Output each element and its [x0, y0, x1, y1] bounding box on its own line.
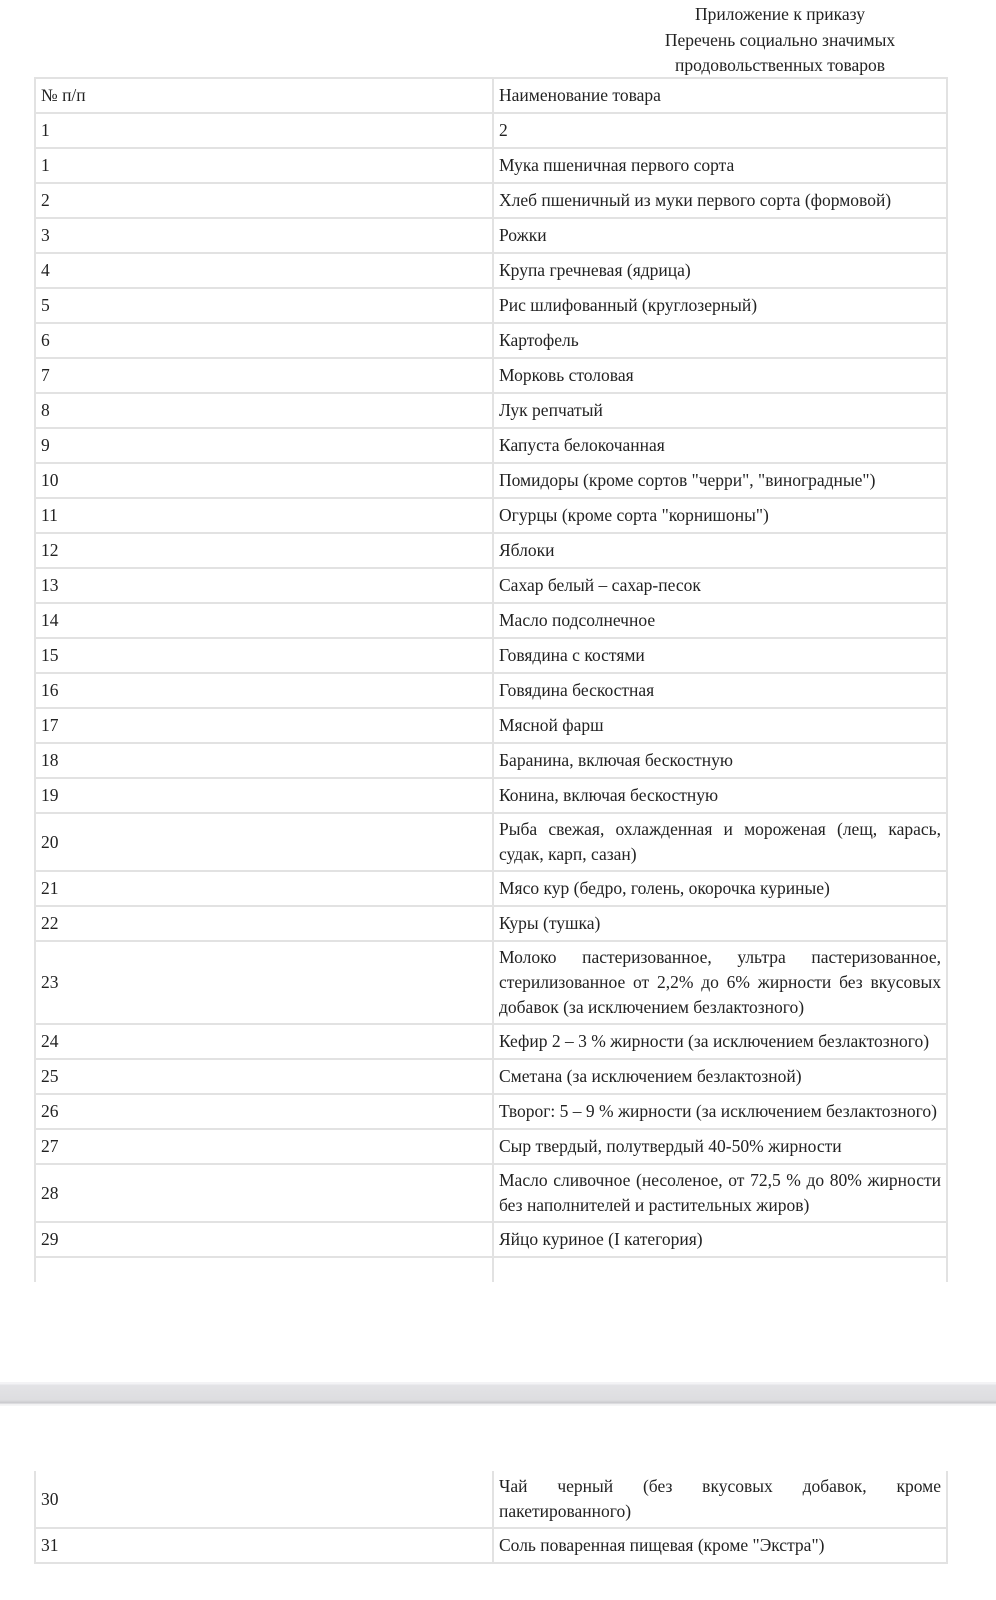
row-number: 15 [35, 638, 493, 673]
table-row [35, 708, 947, 743]
product-name: Масло сливочное (несоленое, от 72,5 % до 80% жирности без наполнителей и растительных жиров) [493, 1164, 947, 1222]
product-name: Сметана (за исключением безлактозной) [493, 1059, 947, 1094]
row-number: 18 [35, 743, 493, 778]
empty-cell [493, 1257, 947, 1282]
table-row [35, 813, 947, 871]
empty-cell [35, 1257, 493, 1282]
row-number: 17 [35, 708, 493, 743]
product-name: Лук репчатый [493, 393, 947, 428]
table-row [35, 253, 947, 288]
products-table-continued [34, 1471, 948, 1564]
table-row [35, 1528, 947, 1563]
row-number: 9 [35, 428, 493, 463]
products-table [34, 77, 948, 1282]
table-row [35, 498, 947, 533]
product-name: Творог: 5 – 9 % жирности (за исключением безлактозного) [493, 1094, 947, 1129]
table-row [35, 603, 947, 638]
row-number: 13 [35, 568, 493, 603]
row-number: 16 [35, 673, 493, 708]
product-name: Огурцы (кроме сорта "корнишоны") [493, 498, 947, 533]
table-row [35, 148, 947, 183]
table-row [35, 638, 947, 673]
product-name: Яблоки [493, 533, 947, 568]
product-name: Мука пшеничная первого сорта [493, 148, 947, 183]
row-number: 29 [35, 1222, 493, 1257]
product-name: Сахар белый – сахар-песок [493, 568, 947, 603]
table-row [35, 218, 947, 253]
product-name: Кефир 2 – 3 % жирности (за исключением безлактозного) [493, 1024, 947, 1059]
document-heading [600, 2, 960, 79]
table-row [35, 1222, 947, 1257]
row-number: 6 [35, 323, 493, 358]
table-row [35, 778, 947, 813]
column-numbering-row [35, 113, 947, 148]
table-row [35, 323, 947, 358]
table-row [35, 1024, 947, 1059]
row-number: 14 [35, 603, 493, 638]
product-name: Куры (тушка) [493, 906, 947, 941]
product-name: Масло подсолнечное [493, 603, 947, 638]
product-name: Чай черный (без вкусовых добавок, кроме пакетированного) [493, 1471, 947, 1528]
table-row [35, 393, 947, 428]
product-name: Соль поваренная пищевая (кроме "Экстра") [493, 1528, 947, 1563]
row-number: 31 [35, 1528, 493, 1563]
column-number-1: 1 [35, 113, 493, 148]
table-row [35, 1059, 947, 1094]
row-number: 7 [35, 358, 493, 393]
heading-line-3: продовольственных товаров [674, 55, 886, 75]
row-number: 26 [35, 1094, 493, 1129]
row-number: 8 [35, 393, 493, 428]
table-row [35, 568, 947, 603]
product-name: Помидоры (кроме сортов "черри", "виноградные") [493, 463, 947, 498]
row-number: 5 [35, 288, 493, 323]
heading-line-1: Приложение к приказу [695, 4, 865, 24]
row-number: 30 [35, 1471, 493, 1528]
row-number: 27 [35, 1129, 493, 1164]
empty-row [35, 1257, 947, 1282]
table-row [35, 1471, 947, 1528]
product-name: Говядина с костями [493, 638, 947, 673]
table-header-row [35, 78, 947, 113]
table-row [35, 1164, 947, 1222]
product-name: Мясо кур (бедро, голень, окорочка куриные) [493, 871, 947, 906]
row-number: 4 [35, 253, 493, 288]
product-name: Баранина, включая бескостную [493, 743, 947, 778]
row-number: 25 [35, 1059, 493, 1094]
row-number: 22 [35, 906, 493, 941]
table-row [35, 1129, 947, 1164]
row-number: 3 [35, 218, 493, 253]
product-name: Крупа гречневая (ядрица) [493, 253, 947, 288]
table-row [35, 183, 947, 218]
header-name: Наименование товара [493, 78, 947, 113]
product-name: Рожки [493, 218, 947, 253]
row-number: 24 [35, 1024, 493, 1059]
table-row [35, 941, 947, 1024]
table-row [35, 1094, 947, 1129]
product-name: Рыба свежая, охлажденная и мороженая (лещ, карась, судак, карп, сазан) [493, 813, 947, 871]
header-number: № п/п [35, 78, 493, 113]
product-name: Капуста белокочанная [493, 428, 947, 463]
product-name: Морковь столовая [493, 358, 947, 393]
row-number: 21 [35, 871, 493, 906]
row-number: 11 [35, 498, 493, 533]
product-name: Рис шлифованный (круглозерный) [493, 288, 947, 323]
product-name: Яйцо куриное (I категория) [493, 1222, 947, 1257]
column-number-2: 2 [493, 113, 947, 148]
page-break-divider [0, 1382, 996, 1406]
row-number: 28 [35, 1164, 493, 1222]
table-row [35, 871, 947, 906]
product-name: Мясной фарш [493, 708, 947, 743]
heading-line-2: Перечень социально значимых [664, 29, 896, 50]
table-row [35, 463, 947, 498]
row-number: 19 [35, 778, 493, 813]
product-name: Молоко пастеризованное, ультра пастеризованное, стерилизованное от 2,2% до 6% жирности без вкусовых добавок (за исключением безлактозного) [493, 941, 947, 1024]
row-number: 20 [35, 813, 493, 871]
product-name: Картофель [493, 323, 947, 358]
product-name: Сыр твердый, полутвердый 40-50% жирности [493, 1129, 947, 1164]
table-row [35, 428, 947, 463]
row-number: 23 [35, 941, 493, 1024]
product-name: Хлеб пшеничный из муки первого сорта (формовой) [493, 183, 947, 218]
table-row [35, 906, 947, 941]
row-number: 10 [35, 463, 493, 498]
table-row [35, 743, 947, 778]
table-row [35, 358, 947, 393]
table-row [35, 533, 947, 568]
table-row [35, 288, 947, 323]
row-number: 2 [35, 183, 493, 218]
table-row [35, 673, 947, 708]
row-number: 1 [35, 148, 493, 183]
product-name: Конина, включая бескостную [493, 778, 947, 813]
product-name: Говядина бескостная [493, 673, 947, 708]
row-number: 12 [35, 533, 493, 568]
